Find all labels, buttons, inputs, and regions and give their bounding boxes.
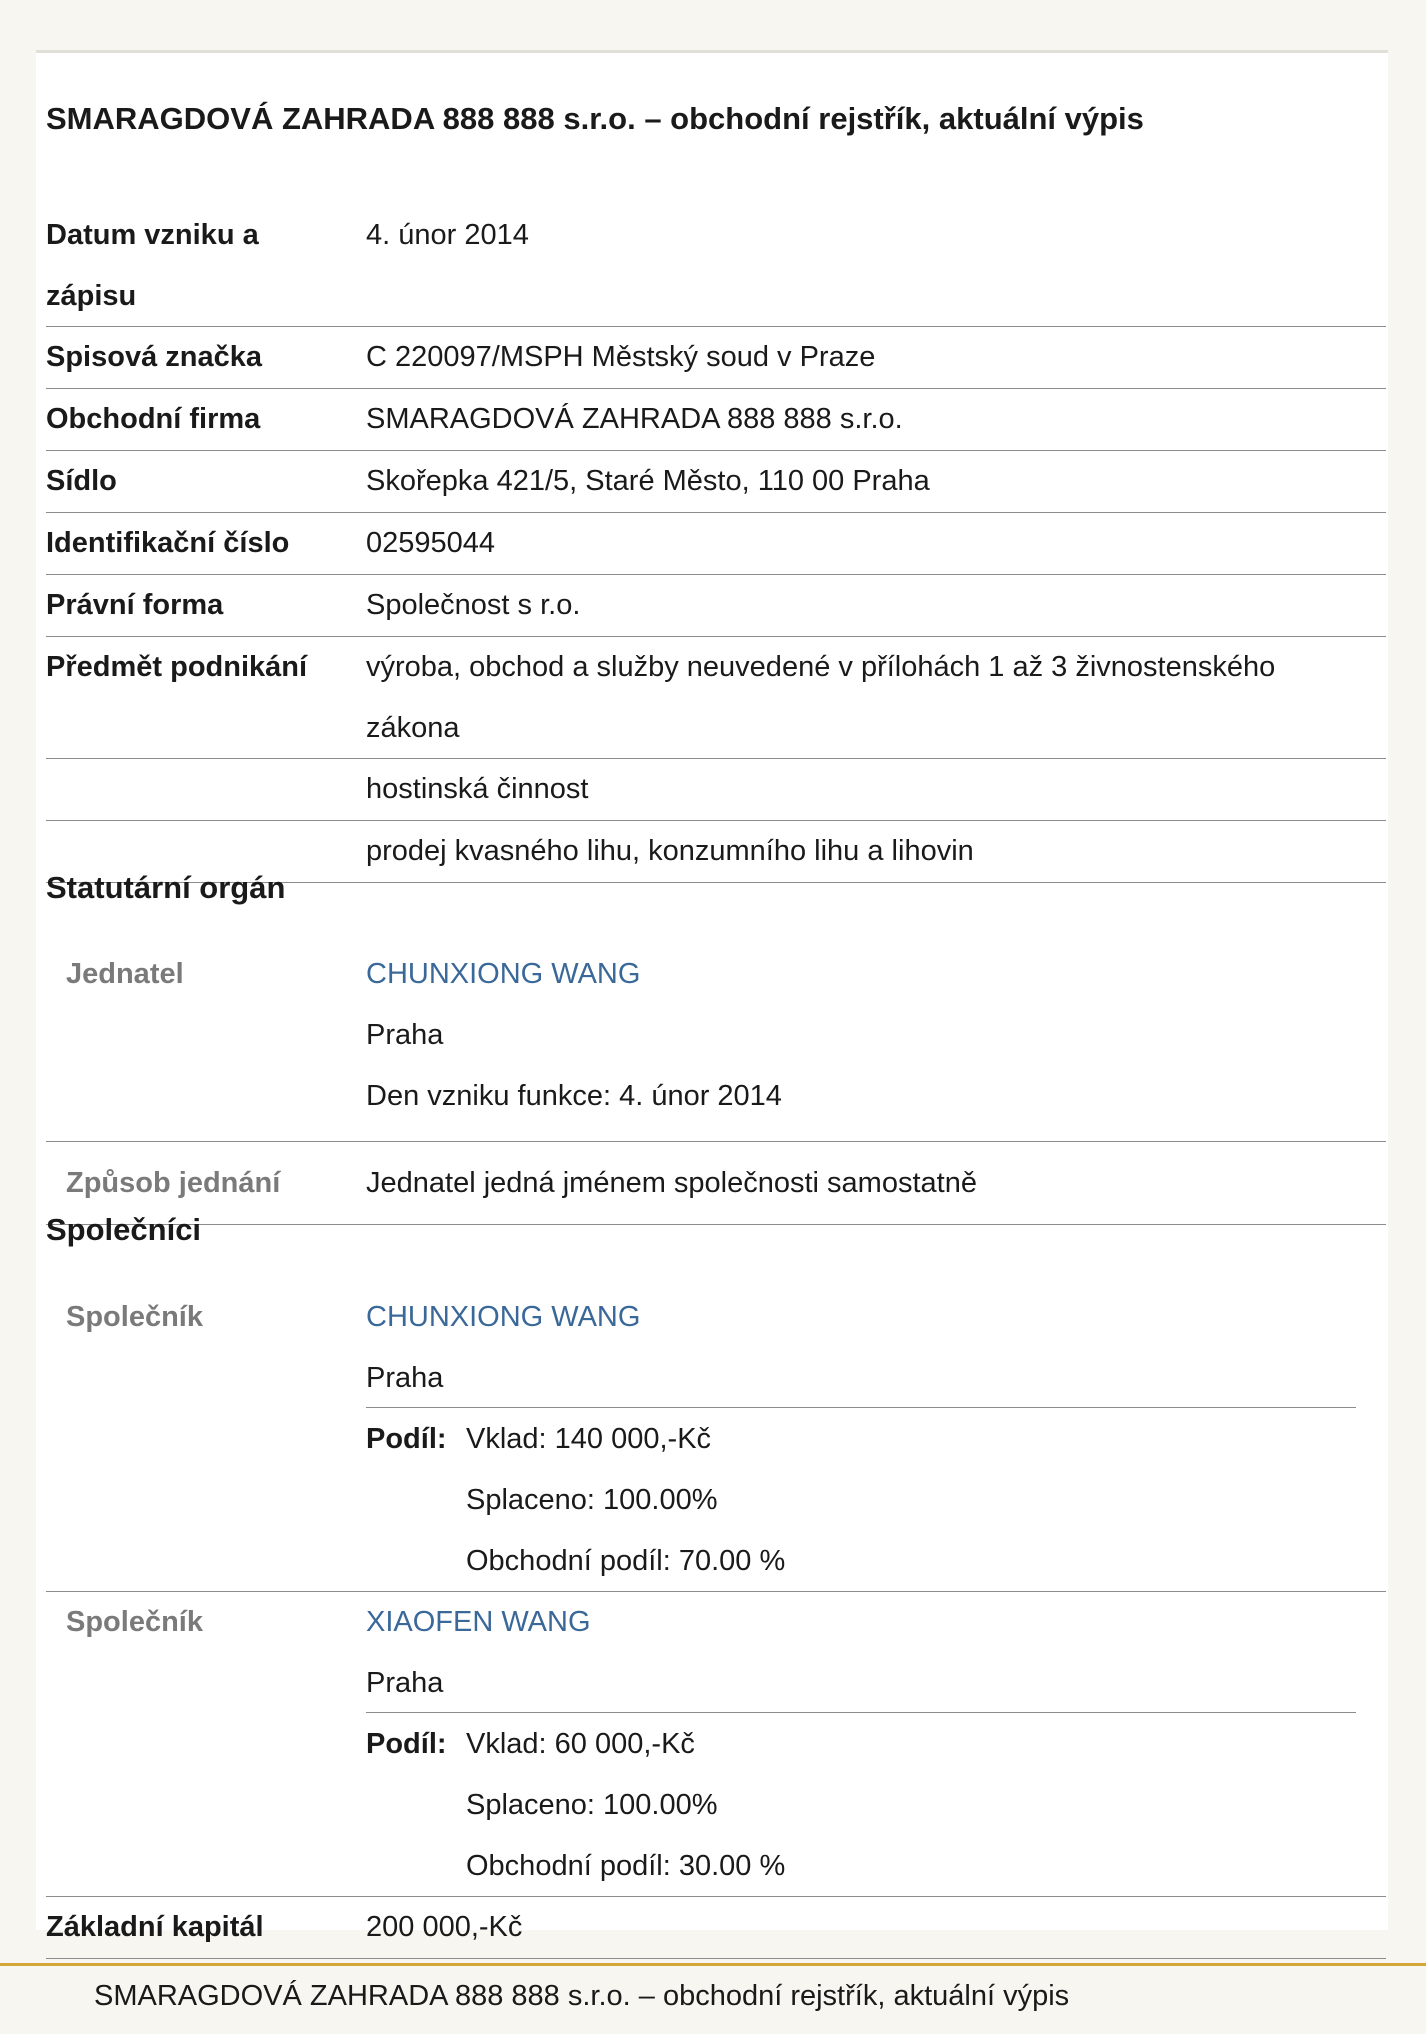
row-label: zápisu [46,280,137,312]
row-label: Způsob jednání [66,1167,281,1199]
share-vklad: Vklad: 60 000,-Kč [466,1728,695,1760]
row-spolecnik [46,1287,1386,1592]
row-value: Skořepka 421/5, Staré Město, 110 00 Praha [366,465,930,497]
share-label: Podíl: [366,1423,447,1455]
row-jednatel [46,944,1386,1142]
person-link[interactable]: XIAOFEN WANG [366,1606,591,1638]
row-label: Spisová značka [46,341,262,373]
row-value: 4. únor 2014 [366,219,529,251]
footer-divider [0,1963,1426,1966]
row-value: Společnost s r.o. [366,589,581,621]
row-sidlo [46,451,1386,513]
inner-divider [366,1712,1356,1713]
row-value: 02595044 [366,527,496,559]
row-label: Předmět podnikání [46,651,308,683]
row-value: C 220097/MSPH Městský soud v Praze [366,341,876,373]
predmet-item: prodej kvasného lihu, konzumního lihu a lihovin [366,835,974,867]
row-value: Jednatel jedná jménem společnosti samostatně [366,1167,977,1199]
row-value [366,1287,1376,1409]
row-value [366,637,1376,759]
page-title: SMARAGDOVÁ ZAHRADA 888 888 s.r.o. – obchodní rejstřík, aktuální výpis [46,101,1144,136]
share-podil: Obchodní podíl: 70.00 % [466,1545,786,1577]
row-label: Právní forma [46,589,224,621]
row-value [366,1592,1376,1714]
share-details [466,1409,785,1592]
share-splaceno: Splaceno: 100.00% [466,1484,718,1516]
row-obchodni-firma [46,389,1386,451]
row-identifikacni-cislo [46,513,1386,575]
row-value: SMARAGDOVÁ ZAHRADA 888 888 s.r.o. [366,403,903,435]
row-label: Sídlo [46,465,117,497]
person-link[interactable]: CHUNXIONG WANG [366,1301,641,1333]
row-label: Obchodní firma [46,403,261,435]
row-label: Společník [66,1301,203,1333]
row-pravni-forma [46,575,1386,637]
person-city: Praha [366,1667,444,1699]
function-since: Den vzniku funkce: 4. únor 2014 [366,1080,782,1112]
row-label: Datum vzniku a [46,219,259,251]
person-city: Praha [366,1362,444,1394]
share-podil: Obchodní podíl: 30.00 % [466,1850,786,1882]
register-extract-card [36,50,1388,1943]
row-label: Společník [66,1606,203,1638]
row-datum-vzniku [46,205,1386,327]
row-label: Základní kapitál [46,1911,264,1943]
inner-divider [366,1407,1356,1408]
row-value [366,944,1376,1127]
section-spolecnici: Společníci [46,1212,202,1247]
row-spisova-znacka [46,327,1386,389]
footer-title: SMARAGDOVÁ ZAHRADA 888 888 s.r.o. – obchodní rejstřík, aktuální výpis [94,1980,1070,2012]
share-vklad: Vklad: 140 000,-Kč [466,1423,712,1455]
share-splaceno: Splaceno: 100.00% [466,1789,718,1821]
share-details [466,1714,785,1897]
predmet-item: hostinská činnost [366,773,589,805]
row-zakladni-kapital [46,1897,1386,1959]
share-label: Podíl: [366,1728,447,1760]
row-label: Jednatel [66,958,184,990]
row-zpusob-jednani [46,1142,1386,1225]
section-statutarni-organ: Statutární orgán [46,870,286,905]
row-value: 200 000,-Kč [366,1911,523,1943]
predmet-item-cont: zákona [366,712,460,744]
row-predmet-podnikani [46,637,1386,759]
row-spolecnik [46,1592,1386,1897]
predmet-item: výroba, obchod a služby neuvedené v přílohách 1 až 3 živnostenského [366,651,1276,683]
person-link[interactable]: CHUNXIONG WANG [366,958,641,990]
row-predmet-podnikani-2 [46,759,1386,821]
row-label: Identifikační číslo [46,527,290,559]
person-city: Praha [366,1019,444,1051]
